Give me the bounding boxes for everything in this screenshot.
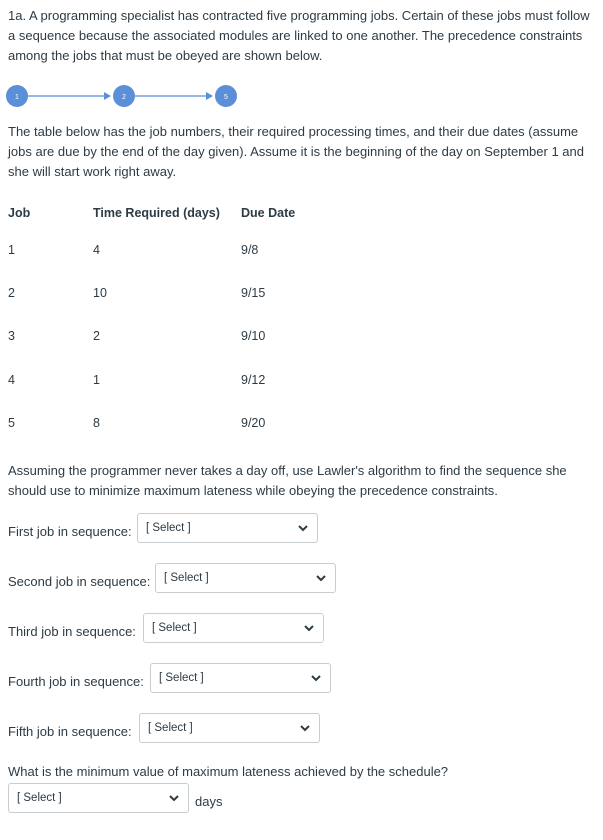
cell-job: 3 (8, 329, 15, 344)
first-job-select[interactable] (137, 513, 318, 543)
select-value: [ Select ] (148, 722, 193, 734)
chevron-down-icon (310, 671, 322, 685)
question-4-label: Fourth job in sequence: (8, 674, 144, 689)
cell-due: 9/12 (241, 372, 266, 387)
cell-due: 9/8 (241, 242, 259, 257)
question-3-label: Third job in sequence: (8, 624, 136, 639)
problem-intro: 1a. A programming specialist has contracted five programming jobs. Certain of these jobs must follow a sequence because the associated modules are linked to one another. The precedence constraints among the jobs that must be obeyed are shown below. (8, 8, 590, 63)
cell-job: 1 (8, 242, 15, 257)
cell-due: 9/20 (241, 416, 266, 431)
arrowhead-2-to-5 (206, 92, 213, 100)
final-question: What is the minimum value of maximum lateness achieved by the schedule? (8, 764, 449, 779)
max-lateness-select[interactable] (8, 783, 189, 813)
days-unit-label: days (195, 794, 223, 809)
fourth-job-select[interactable] (150, 663, 331, 693)
third-job-select[interactable] (143, 613, 324, 643)
cell-job: 5 (8, 416, 15, 431)
header-due-date: Due Date (241, 206, 296, 220)
cell-due: 9/10 (241, 329, 266, 344)
jobs-table (8, 198, 331, 445)
cell-time: 8 (93, 416, 100, 431)
table-row (8, 358, 331, 401)
select-value: [ Select ] (17, 792, 62, 804)
chevron-down-icon (168, 791, 180, 805)
node-label-5: 5 (224, 94, 228, 101)
table-intro: The table below has the job numbers, their required processing times, and their due dates (assume jobs are due by the end of the day given). Assume it is the beginning of the day on September 1 and she will start work right away. (8, 124, 584, 179)
chevron-down-icon (299, 721, 311, 735)
cell-job: 4 (8, 372, 15, 387)
chevron-down-icon (297, 521, 309, 535)
question-5-label: Fifth job in sequence: (8, 724, 132, 739)
cell-time: 1 (93, 372, 100, 387)
select-value: [ Select ] (164, 572, 209, 584)
header-job: Job (8, 206, 31, 220)
cell-time: 4 (93, 242, 100, 257)
question-1-label: First job in sequence: (8, 524, 132, 539)
cell-job: 2 (8, 286, 15, 301)
select-value: [ Select ] (146, 522, 191, 534)
table-header-row (8, 198, 331, 228)
question-2-label: Second job in sequence: (8, 574, 151, 589)
instruction-text: Assuming the programmer never takes a day off, use Lawler's algorithm to find the sequence she should use to minimize maximum lateness while obeying the precedence constraints. (8, 463, 567, 498)
fifth-job-select[interactable] (139, 713, 320, 743)
node-label-1: 1 (15, 94, 19, 101)
table-row (8, 402, 331, 445)
table-row (8, 315, 331, 358)
select-value: [ Select ] (159, 672, 204, 684)
cell-time: 10 (93, 286, 107, 301)
select-value: [ Select ] (152, 622, 197, 634)
node-label-2: 2 (122, 94, 126, 101)
cell-time: 2 (93, 329, 100, 344)
chevron-down-icon (315, 571, 327, 585)
cell-due: 9/15 (241, 286, 266, 301)
table-row (8, 228, 331, 271)
chevron-down-icon (303, 621, 315, 635)
header-time-required: Time Required (days) (93, 206, 220, 220)
second-job-select[interactable] (155, 563, 336, 593)
arrowhead-1-to-2 (104, 92, 111, 100)
precedence-diagram (0, 82, 300, 118)
table-row (8, 271, 331, 314)
